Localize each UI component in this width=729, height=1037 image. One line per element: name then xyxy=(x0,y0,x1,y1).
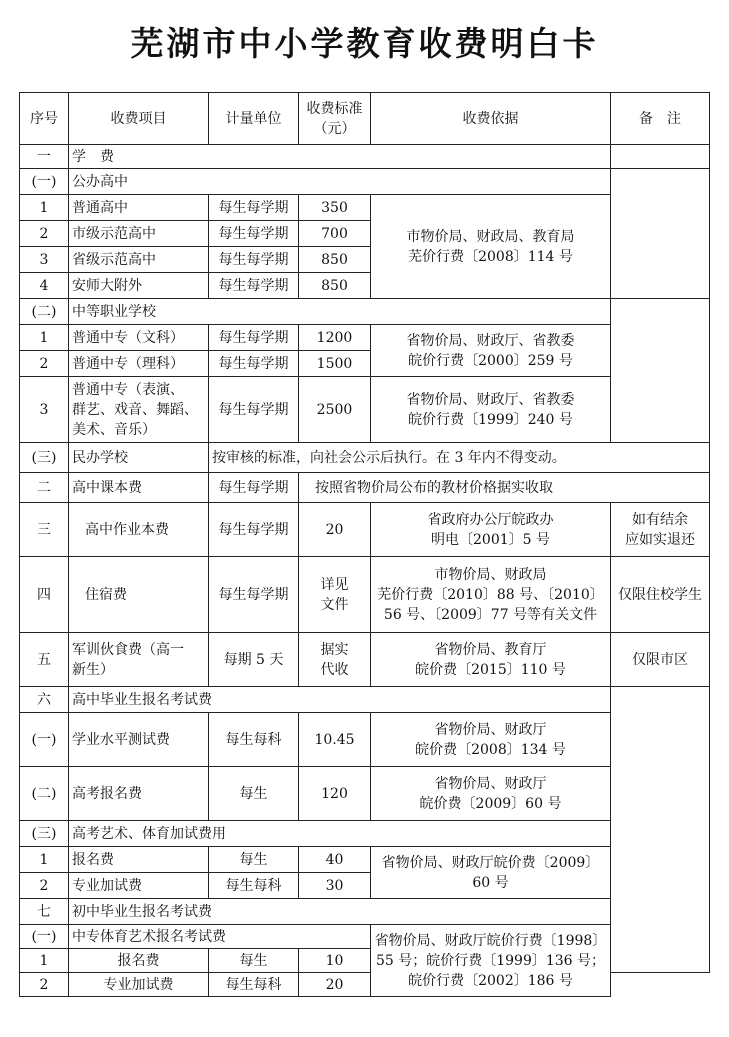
basis-cell: 省物价局、财政厅皖价费〔2009〕 60 号 xyxy=(371,847,611,899)
standard-cell: 30 xyxy=(299,873,371,899)
standard-cell: 850 xyxy=(299,273,371,299)
row-no: 3 xyxy=(20,247,69,273)
standard-cell: 350 xyxy=(299,195,371,221)
basis-cell: 市物价局、财政局、教育局 芜价行费〔2008〕114 号 xyxy=(371,195,611,299)
fee-item: 高中课本费 xyxy=(69,473,209,503)
header-basis: 收费依据 xyxy=(371,93,611,145)
page-title: 芜湖市中小学教育收费明白卡 xyxy=(130,24,599,63)
row-no: 五 xyxy=(20,633,69,687)
unit-cell: 每生 xyxy=(209,949,299,973)
unit-cell: 每生每学期 xyxy=(209,473,299,503)
section-row xyxy=(20,443,710,473)
section-title: 高中毕业生报名考试费 xyxy=(69,687,611,713)
row-no: (三) xyxy=(20,443,69,473)
unit-cell: 每生每科 xyxy=(209,973,299,997)
row-no: 七 xyxy=(20,899,69,925)
row-no: (三) xyxy=(20,821,69,847)
note-cell: 按审核的标准，向社会公示后执行。在 3 年内不得变动。 xyxy=(209,443,710,473)
section-row xyxy=(20,899,710,925)
unit-cell: 每生每学期 xyxy=(209,557,299,633)
remark-cell xyxy=(611,299,710,443)
unit-cell: 每生每科 xyxy=(209,873,299,899)
basis-cell: 省物价局、财政厅皖价行费〔1998〕 55 号；皖价行费〔1999〕136 号； 皖价行费〔2002〕186 号 xyxy=(371,925,611,997)
table-row xyxy=(20,377,710,443)
row-no: 2 xyxy=(20,221,69,247)
row-no: 一 xyxy=(20,145,69,169)
section-title: 初中毕业生报名考试费 xyxy=(69,899,611,925)
table-row xyxy=(20,325,710,351)
header-unit: 计量单位 xyxy=(209,93,299,145)
remark-cell xyxy=(611,169,710,299)
table-row xyxy=(20,633,710,687)
standard-cell: 2500 xyxy=(299,377,371,443)
standard-cell: 10 xyxy=(299,949,371,973)
row-no: (一) xyxy=(20,713,69,767)
basis-cell: 省物价局、财政厅 皖价费〔2008〕134 号 xyxy=(371,713,611,767)
section-row xyxy=(20,169,710,195)
table-row xyxy=(20,713,710,767)
fee-item: 报名费 xyxy=(69,847,209,873)
fee-item: 安师大附外 xyxy=(69,273,209,299)
unit-cell: 每生 xyxy=(209,847,299,873)
fee-item: 军训伙食费（高一 新生） xyxy=(69,633,209,687)
row-no: 2 xyxy=(20,351,69,377)
fee-item: 高中作业本费 xyxy=(69,503,209,557)
basis-cell: 省物价局、财政厅、省教委 皖价行费〔2000〕259 号 xyxy=(371,325,611,377)
remark-cell: 仅限市区 xyxy=(611,633,710,687)
standard-cell: 详见 文件 xyxy=(299,557,371,633)
section-title: 中专体育艺术报名考试费 xyxy=(69,925,371,949)
standard-cell: 700 xyxy=(299,221,371,247)
unit-cell: 每生 xyxy=(209,767,299,821)
row-no: 三 xyxy=(20,503,69,557)
fee-item: 学业水平测试费 xyxy=(69,713,209,767)
table-row xyxy=(20,503,710,557)
basis-cell: 省物价局、教育厅 皖价费〔2015〕110 号 xyxy=(371,633,611,687)
row-no: 2 xyxy=(20,873,69,899)
unit-cell: 每生每科 xyxy=(209,713,299,767)
fee-item: 普通中专（文科） xyxy=(69,325,209,351)
row-no: 4 xyxy=(20,273,69,299)
basis-cell: 省政府办公厅皖政办 明电〔2001〕5 号 xyxy=(371,503,611,557)
standard-cell: 10.45 xyxy=(299,713,371,767)
table-row xyxy=(20,195,710,221)
section-title: 学 费 xyxy=(69,145,611,169)
section-row xyxy=(20,925,710,949)
header-no: 序号 xyxy=(20,93,69,145)
basis-cell: 市物价局、财政局 芜价行费〔2010〕88 号、〔2010〕 56 号、〔2009〕77 号等有关文件 xyxy=(371,557,611,633)
row-no: (一) xyxy=(20,925,69,949)
section-row xyxy=(20,145,710,169)
section-title: 高考艺术、体育加试费用 xyxy=(69,821,611,847)
fee-item: 普通中专（表演、 群艺、戏音、舞蹈、 美术、音乐） xyxy=(69,377,209,443)
remark-cell xyxy=(611,145,710,169)
section-title: 中等职业学校 xyxy=(69,299,611,325)
fee-item: 住宿费 xyxy=(69,557,209,633)
standard-cell: 40 xyxy=(299,847,371,873)
fee-item: 报名费 xyxy=(69,949,209,973)
note-cell: 按照省物价局公布的教材价格据实收取 xyxy=(299,473,710,503)
unit-cell: 每生每学期 xyxy=(209,503,299,557)
unit-cell: 每期 5 天 xyxy=(209,633,299,687)
row-no: 1 xyxy=(20,195,69,221)
row-no: (一) xyxy=(20,169,69,195)
standard-cell: 1200 xyxy=(299,325,371,351)
section-title: 民办学校 xyxy=(69,443,209,473)
row-no: 1 xyxy=(20,847,69,873)
table-row xyxy=(20,473,710,503)
fee-item: 市级示范高中 xyxy=(69,221,209,247)
row-no: (二) xyxy=(20,299,69,325)
basis-cell: 省物价局、财政厅、省教委 皖价行费〔1999〕240 号 xyxy=(371,377,611,443)
row-no: 二 xyxy=(20,473,69,503)
remark-cell xyxy=(611,687,710,973)
unit-cell: 每生每学期 xyxy=(209,325,299,351)
fee-table xyxy=(19,92,710,997)
row-no: 3 xyxy=(20,377,69,443)
standard-cell: 850 xyxy=(299,247,371,273)
section-row xyxy=(20,299,710,325)
remark-cell: 如有结余 应如实退还 xyxy=(611,503,710,557)
header-item: 收费项目 xyxy=(69,93,209,145)
table-row xyxy=(20,847,710,873)
row-no: 六 xyxy=(20,687,69,713)
unit-cell: 每生每学期 xyxy=(209,195,299,221)
row-no: 1 xyxy=(20,949,69,973)
basis-cell: 省物价局、财政厅 皖价费〔2009〕60 号 xyxy=(371,767,611,821)
row-no: 1 xyxy=(20,325,69,351)
header-remark: 备 注 xyxy=(611,93,710,145)
fee-item: 省级示范高中 xyxy=(69,247,209,273)
remark-cell: 仅限住校学生 xyxy=(611,557,710,633)
unit-cell: 每生每学期 xyxy=(209,273,299,299)
section-row xyxy=(20,821,710,847)
section-title: 公办高中 xyxy=(69,169,611,195)
fee-item: 普通中专（理科） xyxy=(69,351,209,377)
section-row xyxy=(20,687,710,713)
table-header-row xyxy=(20,93,710,145)
row-no: 四 xyxy=(20,557,69,633)
table-row xyxy=(20,557,710,633)
header-standard: 收费标准 （元） xyxy=(299,93,371,145)
row-no: (二) xyxy=(20,767,69,821)
fee-item: 专业加试费 xyxy=(69,873,209,899)
unit-cell: 每生每学期 xyxy=(209,247,299,273)
row-no: 2 xyxy=(20,973,69,997)
standard-cell: 20 xyxy=(299,973,371,997)
fee-item: 普通高中 xyxy=(69,195,209,221)
unit-cell: 每生每学期 xyxy=(209,221,299,247)
unit-cell: 每生每学期 xyxy=(209,351,299,377)
table-row xyxy=(20,767,710,821)
standard-cell: 1500 xyxy=(299,351,371,377)
standard-cell: 20 xyxy=(299,503,371,557)
standard-cell: 120 xyxy=(299,767,371,821)
unit-cell: 每生每学期 xyxy=(209,377,299,443)
fee-item: 高考报名费 xyxy=(69,767,209,821)
fee-item: 专业加试费 xyxy=(69,973,209,997)
standard-cell: 据实 代收 xyxy=(299,633,371,687)
